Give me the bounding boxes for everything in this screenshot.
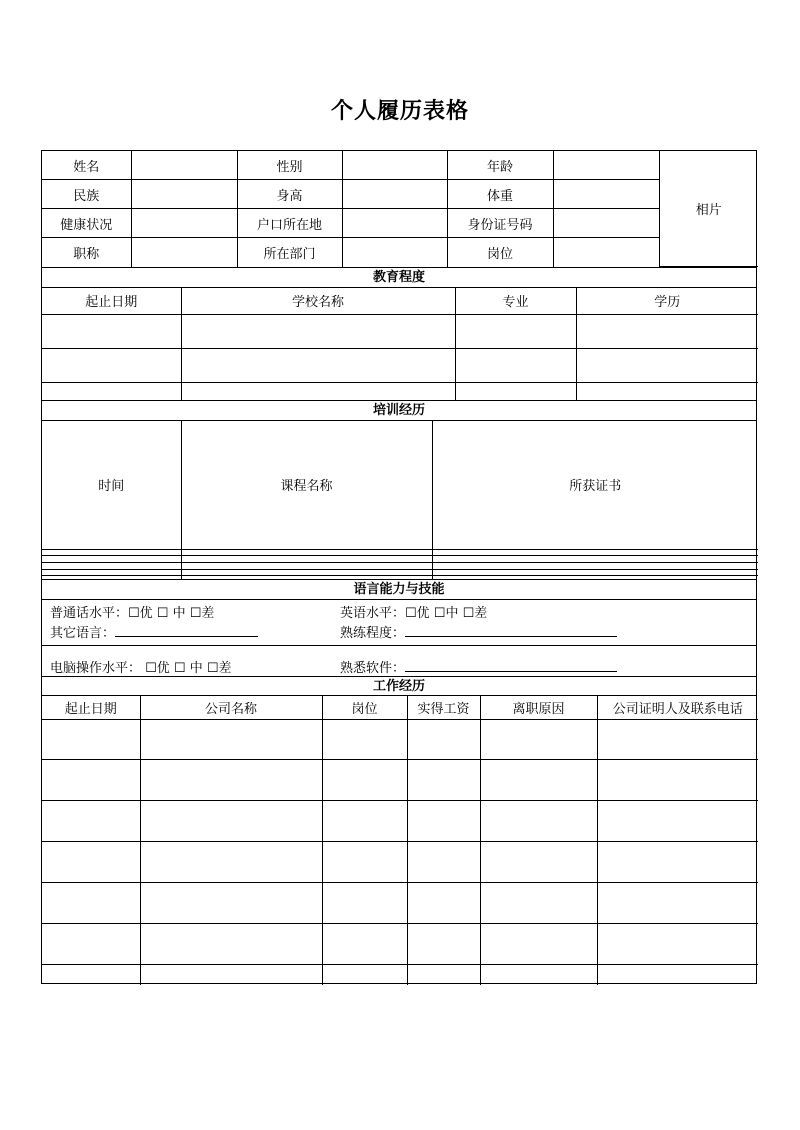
work-header-dates: 起止日期: [42, 696, 140, 719]
work-header-leave-reason: 离职原因: [480, 696, 597, 719]
table-cell[interactable]: [432, 563, 758, 570]
table-cell[interactable]: [480, 801, 597, 842]
job-title-field[interactable]: [131, 238, 237, 267]
table-cell[interactable]: [322, 801, 407, 842]
table-cell[interactable]: [407, 883, 480, 924]
position-label: 岗位: [447, 238, 553, 267]
table-cell[interactable]: [407, 965, 480, 985]
work-table: [42, 696, 756, 985]
software-label: 熟悉软件：: [340, 661, 406, 676]
table-cell[interactable]: [597, 883, 758, 924]
table-cell[interactable]: [432, 549, 758, 556]
work-section-title: 工作经历: [42, 676, 756, 696]
table-cell[interactable]: [322, 719, 407, 760]
table-cell[interactable]: [480, 719, 597, 760]
other-language-label: 其它语言：: [50, 626, 116, 641]
education-header-major: 专业: [455, 288, 576, 314]
personal-info-section: [42, 151, 756, 268]
table-cell[interactable]: [407, 719, 480, 760]
computer-level[interactable]: 电脑操作水平： ☐优 ☐ 中 ☐差: [50, 661, 232, 676]
work-header-company: 公司名称: [140, 696, 322, 719]
table-cell[interactable]: [42, 883, 140, 924]
height-label: 身高: [237, 180, 342, 209]
language-block: [42, 600, 756, 646]
training-section-title: 培训经历: [42, 401, 756, 421]
table-cell[interactable]: [597, 719, 758, 760]
table-cell[interactable]: [140, 760, 322, 801]
table-cell[interactable]: [407, 801, 480, 842]
id-number-label: 身份证号码: [447, 209, 553, 238]
table-cell[interactable]: [407, 924, 480, 965]
table-cell[interactable]: [42, 556, 181, 563]
table-cell[interactable]: [42, 569, 181, 576]
table-cell[interactable]: [140, 965, 322, 985]
name-field[interactable]: [131, 151, 237, 180]
table-cell[interactable]: [322, 760, 407, 801]
table-cell[interactable]: [407, 760, 480, 801]
table-cell[interactable]: [432, 556, 758, 563]
table-cell[interactable]: [181, 569, 432, 576]
table-cell[interactable]: [42, 576, 181, 579]
table-cell[interactable]: [455, 314, 576, 348]
table-cell[interactable]: [181, 563, 432, 570]
education-table: [42, 288, 756, 401]
table-cell[interactable]: [181, 549, 432, 556]
name-label: 姓名: [42, 151, 131, 180]
table-cell[interactable]: [140, 801, 322, 842]
education-header-school: 学校名称: [181, 288, 455, 314]
table-cell[interactable]: [42, 924, 140, 965]
mandarin-level[interactable]: 普通话水平：☐优 ☐ 中 ☐差: [50, 606, 215, 621]
english-level[interactable]: 英语水平：☐优 ☐中 ☐差: [340, 606, 488, 621]
table-cell[interactable]: [455, 383, 576, 400]
other-language-blank[interactable]: [115, 624, 258, 637]
table-cell[interactable]: [480, 760, 597, 801]
table-cell[interactable]: [455, 348, 576, 382]
table-cell[interactable]: [181, 383, 455, 400]
hukou-label: 户口所在地: [237, 209, 342, 238]
page-title: 个人履历表格: [330, 99, 469, 124]
weight-field[interactable]: [553, 180, 659, 209]
table-cell[interactable]: [42, 801, 140, 842]
table-cell[interactable]: [480, 965, 597, 985]
table-cell[interactable]: [480, 842, 597, 883]
table-cell[interactable]: [42, 563, 181, 570]
table-cell[interactable]: [432, 569, 758, 576]
table-cell[interactable]: [576, 348, 758, 382]
work-header-salary: 实得工资: [407, 696, 480, 719]
table-cell[interactable]: [42, 842, 140, 883]
table-cell[interactable]: [322, 842, 407, 883]
table-cell[interactable]: [597, 965, 758, 985]
education-header-degree: 学历: [576, 288, 758, 314]
ethnicity-field[interactable]: [131, 180, 237, 209]
photo-box[interactable]: 相片: [659, 151, 758, 267]
proficiency-label: 熟练程度：: [340, 626, 406, 641]
table-cell[interactable]: [576, 383, 758, 400]
work-header-position: 岗位: [322, 696, 407, 719]
age-label: 年龄: [447, 151, 553, 180]
table-cell[interactable]: [181, 314, 455, 348]
id-number-field[interactable]: [553, 209, 659, 238]
health-label: 健康状况: [42, 209, 131, 238]
table-cell[interactable]: [181, 556, 432, 563]
health-field[interactable]: [131, 209, 237, 238]
table-cell[interactable]: [42, 549, 181, 556]
table-cell[interactable]: [42, 760, 140, 801]
gender-label: 性别: [237, 151, 342, 180]
table-cell[interactable]: [432, 576, 758, 579]
height-field[interactable]: [342, 180, 447, 209]
training-header-time: 时间: [42, 421, 181, 549]
table-cell[interactable]: [597, 760, 758, 801]
table-cell[interactable]: [322, 965, 407, 985]
table-cell[interactable]: [42, 965, 140, 985]
work-header-reference: 公司证明人及联系电话: [597, 696, 758, 719]
table-cell[interactable]: [407, 842, 480, 883]
resume-form: [41, 150, 757, 984]
gender-field[interactable]: [342, 151, 447, 180]
table-cell[interactable]: [140, 719, 322, 760]
table-cell[interactable]: [181, 348, 455, 382]
training-header-certificate: 所获证书: [432, 421, 758, 549]
table-cell[interactable]: [480, 883, 597, 924]
table-cell[interactable]: [322, 883, 407, 924]
position-field[interactable]: [553, 238, 659, 267]
education-section-title: 教育程度: [42, 268, 756, 288]
job-title-label: 职称: [42, 238, 131, 267]
ethnicity-label: 民族: [42, 180, 131, 209]
table-cell[interactable]: [322, 924, 407, 965]
education-header-dates: 起止日期: [42, 288, 181, 314]
table-cell[interactable]: [597, 924, 758, 965]
skills-section-title: 语言能力与技能: [42, 580, 756, 600]
table-cell[interactable]: [480, 924, 597, 965]
training-table: [42, 421, 756, 580]
table-cell[interactable]: [576, 314, 758, 348]
table-cell[interactable]: [140, 883, 322, 924]
table-cell[interactable]: [42, 383, 181, 400]
table-cell[interactable]: [42, 348, 181, 382]
software-blank[interactable]: [405, 659, 617, 672]
proficiency-blank[interactable]: [405, 624, 617, 637]
hukou-field[interactable]: [342, 209, 447, 238]
weight-label: 体重: [447, 180, 553, 209]
computer-block: [42, 646, 756, 676]
table-cell[interactable]: [42, 719, 140, 760]
table-cell[interactable]: [140, 842, 322, 883]
table-cell[interactable]: [597, 842, 758, 883]
training-header-course: 课程名称: [181, 421, 432, 549]
table-cell[interactable]: [181, 576, 432, 579]
table-cell[interactable]: [42, 314, 181, 348]
age-field[interactable]: [553, 151, 659, 180]
table-cell[interactable]: [140, 924, 322, 965]
table-cell[interactable]: [597, 801, 758, 842]
department-field[interactable]: [342, 238, 447, 267]
department-label: 所在部门: [237, 238, 342, 267]
